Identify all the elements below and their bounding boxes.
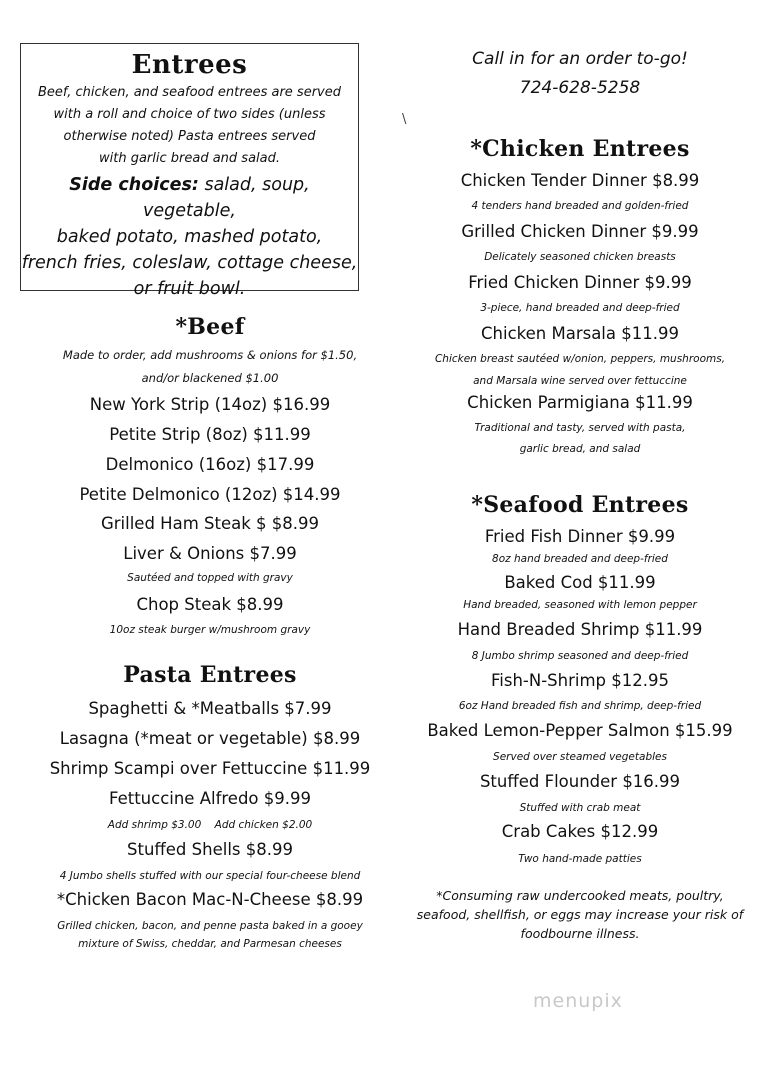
entrees-note-line: with a roll and choice of two sides (unless xyxy=(53,107,326,122)
chicken-item-desc: and Marsala wine served over fettuccine xyxy=(473,375,687,387)
chicken-item-desc: garlic bread, and salad xyxy=(519,443,641,455)
pasta-item: Fettuccine Alfredo $9.99 xyxy=(108,789,312,808)
beef-item: Chop Steak $8.99 xyxy=(136,595,284,614)
entrees-title: Entrees xyxy=(131,50,248,80)
pasta-item-desc: 4 Jumbo shells stuffed with our special four-cheese blend xyxy=(59,870,361,882)
side-choices-line: or fruit bowl. xyxy=(133,279,246,299)
seafood-item-desc: Served over steamed vegetables xyxy=(493,751,667,763)
seafood-title: *Seafood Entrees xyxy=(471,492,689,518)
seafood-item: Crab Cakes $12.99 xyxy=(501,822,659,841)
chicken-item: Grilled Chicken Dinner $9.99 xyxy=(461,222,699,241)
seafood-item: Baked Cod $11.99 xyxy=(504,573,656,592)
beef-item: Grilled Ham Steak $ $8.99 xyxy=(100,514,319,533)
entrees-note-line: otherwise noted) Pasta entrees served xyxy=(63,129,316,144)
chicken-title: *Chicken Entrees xyxy=(470,136,690,162)
stray-mark: \ xyxy=(402,112,407,127)
beef-item: Petite Strip (8oz) $11.99 xyxy=(109,425,311,444)
beef-item: Liver & Onions $7.99 xyxy=(123,544,297,563)
seafood-item: Fried Fish Dinner $9.99 xyxy=(484,527,676,546)
beef-item: New York Strip (14oz) $16.99 xyxy=(89,395,331,414)
pasta-item: *Chicken Bacon Mac-N-Cheese $8.99 xyxy=(56,890,364,909)
right-column xyxy=(400,0,760,1087)
pasta-item-desc: mixture of Swiss, cheddar, and Parmesan cheeses xyxy=(78,938,342,950)
left-column xyxy=(20,0,400,1087)
beef-item-desc: 10oz steak burger w/mushroom gravy xyxy=(109,624,311,636)
seafood-item-desc: Two hand-made patties xyxy=(518,853,642,865)
beef-title: *Beef xyxy=(175,314,245,340)
entrees-note-line: with garlic bread and salad. xyxy=(98,151,281,166)
side-choices-line: french fries, coleslaw, cottage cheese, xyxy=(21,253,358,273)
seafood-item-desc: 8 Jumbo shrimp seasoned and deep-fried xyxy=(471,650,689,662)
seafood-item: Hand Breaded Shrimp $11.99 xyxy=(457,620,703,639)
chicken-item: Fried Chicken Dinner $9.99 xyxy=(468,273,692,292)
pasta-item-desc: Grilled chicken, bacon, and penne pasta baked in a gooey xyxy=(57,920,363,932)
side-choices-line: baked potato, mashed potato, xyxy=(56,227,323,247)
entrees-note-line: Beef, chicken, and seafood entrees are served xyxy=(38,85,341,100)
seafood-item: Fish-N-Shrimp $12.95 xyxy=(490,671,669,690)
chicken-item-desc: Traditional and tasty, served with pasta, xyxy=(474,422,686,434)
beef-item: Delmonico (16oz) $17.99 xyxy=(105,455,315,474)
side-choices-line: salad, soup, vegetable, xyxy=(143,175,310,221)
disclaimer-line: *Consuming raw undercooked meats, poultry, xyxy=(436,888,724,903)
seafood-item: Baked Lemon-Pepper Salmon $15.99 xyxy=(427,721,733,740)
chicken-item-desc: Delicately seasoned chicken breasts xyxy=(484,251,676,263)
seafood-item-desc: Stuffed with crab meat xyxy=(519,802,641,814)
order-phone: 724-628-5258 xyxy=(519,78,641,98)
pasta-item: Spaghetti & *Meatballs $7.99 xyxy=(88,699,332,718)
chicken-item-desc: 4 tenders hand breaded and golden-fried xyxy=(471,200,689,212)
beef-note-line: and/or blackened $1.00 xyxy=(141,371,279,385)
seafood-item-desc: 6oz Hand breaded fish and shrimp, deep-fried xyxy=(458,700,702,712)
seafood-item: Stuffed Flounder $16.99 xyxy=(479,772,681,791)
chicken-item-desc: 3-piece, hand breaded and deep-fried xyxy=(480,302,680,314)
chicken-item: Chicken Tender Dinner $8.99 xyxy=(460,171,700,190)
health-disclaimer xyxy=(400,886,760,943)
chicken-item: Chicken Parmigiana $11.99 xyxy=(467,393,693,412)
order-to-go: Call in for an order to-go! xyxy=(472,49,688,69)
disclaimer-line: foodbourne illness. xyxy=(520,926,640,941)
pasta-item: Shrimp Scampi over Fettuccine $11.99 xyxy=(49,759,371,778)
disclaimer-line: seafood, shellfish, or eggs may increase your risk of xyxy=(416,907,744,922)
beef-item-desc: Sautéed and topped with gravy xyxy=(127,572,293,584)
menupix-watermark: menupix xyxy=(533,990,623,1012)
seafood-item-desc: Hand breaded, seasoned with lemon pepper xyxy=(463,599,697,611)
chicken-item: Chicken Marsala $11.99 xyxy=(481,324,679,343)
pasta-item-desc: Add shrimp $3.00 Add chicken $2.00 xyxy=(107,819,313,831)
beef-item: Petite Delmonico (12oz) $14.99 xyxy=(79,485,341,504)
pasta-title: Pasta Entrees xyxy=(123,662,297,688)
side-choices-label: Side choices: xyxy=(69,175,199,195)
seafood-item-desc: 8oz hand breaded and deep-fried xyxy=(492,553,668,565)
pasta-item: Lasagna (*meat or vegetable) $8.99 xyxy=(59,729,361,748)
beef-note-line: Made to order, add mushrooms & onions for $1.50, xyxy=(62,348,358,362)
chicken-item-desc: Chicken breast sautéed w/onion, peppers, mushrooms, xyxy=(434,353,726,365)
pasta-item: Stuffed Shells $8.99 xyxy=(127,840,293,859)
